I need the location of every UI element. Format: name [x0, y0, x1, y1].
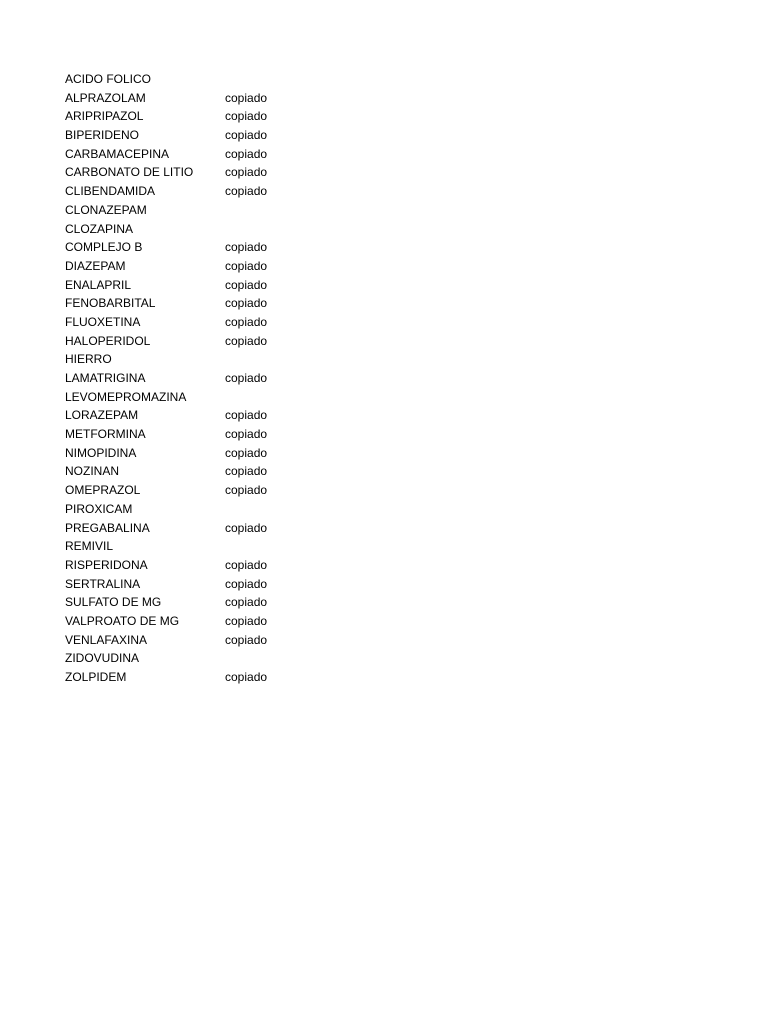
- list-item: [65, 481, 365, 500]
- medication-name: OMEPRAZOL: [65, 483, 141, 498]
- list-item: [65, 126, 365, 145]
- medication-name: VALPROATO DE MG: [65, 613, 180, 628]
- list-item: [65, 388, 365, 407]
- copy-status: copiado: [225, 576, 268, 591]
- medication-name: FENOBARBITAL: [65, 296, 156, 311]
- copy-status: copiado: [225, 670, 268, 684]
- list-item: [65, 145, 365, 164]
- medication-name: ARIPRIPAZOL: [65, 109, 144, 124]
- list-item: [65, 332, 365, 351]
- medication-name: CLOZAPINA: [65, 221, 134, 236]
- copy-status: copiado: [225, 408, 268, 423]
- medication-name: METFORMINA: [65, 427, 146, 442]
- list-item: [65, 593, 365, 612]
- medication-name: SULFATO DE MG: [65, 595, 162, 610]
- list-item: [65, 238, 365, 257]
- medication-name: REMIVIL: [65, 539, 114, 554]
- list-item: [65, 519, 365, 538]
- copy-status: copiado: [225, 427, 268, 442]
- copy-status: copiado: [225, 258, 268, 273]
- medication-name: HIERRO: [65, 352, 112, 367]
- copy-status: copiado: [225, 146, 268, 161]
- list-item: [65, 575, 365, 594]
- medication-list: [65, 70, 365, 687]
- copy-status: copiado: [225, 595, 268, 610]
- medication-name: NOZINAN: [65, 464, 119, 479]
- medication-name: RISPERIDONA: [65, 557, 148, 572]
- medication-name: ENALAPRIL: [65, 277, 132, 292]
- list-item: [65, 182, 365, 201]
- medication-name: ZIDOVUDINA: [65, 651, 140, 666]
- copy-status: copiado: [225, 483, 268, 498]
- copy-status: copiado: [225, 557, 268, 572]
- copy-status: copiado: [225, 520, 268, 535]
- list-item: [65, 369, 365, 388]
- medication-name: PREGABALINA: [65, 520, 150, 535]
- medication-name: SERTRALINA: [65, 576, 141, 591]
- medication-name: CARBONATO DE LITIO: [65, 165, 194, 180]
- copy-status: copiado: [225, 165, 268, 180]
- copy-status: copiado: [225, 613, 268, 628]
- medication-name: ZOLPIDEM: [65, 670, 127, 684]
- list-item: [65, 350, 365, 369]
- copy-status: copiado: [225, 240, 268, 255]
- list-item: [65, 220, 365, 239]
- list-item: [65, 201, 365, 220]
- medication-name: CLIBENDAMIDA: [65, 184, 156, 199]
- copy-status: copiado: [225, 333, 268, 348]
- copy-status: copiado: [225, 109, 268, 124]
- medication-name: ACIDO FOLICO: [65, 72, 152, 86]
- list-item: [65, 668, 365, 687]
- medication-name: ALPRAZOLAM: [65, 90, 146, 105]
- list-item: [65, 70, 365, 89]
- copy-status: copiado: [225, 296, 268, 311]
- copy-status: copiado: [225, 371, 268, 385]
- list-item: [65, 276, 365, 295]
- medication-name: PIROXICAM: [65, 501, 133, 516]
- list-item: [65, 406, 365, 425]
- list-item: [65, 556, 365, 575]
- list-item: [65, 444, 365, 463]
- list-item: [65, 425, 365, 444]
- list-item: [65, 107, 365, 126]
- medication-name: BIPERIDENO: [65, 128, 140, 143]
- copy-status: copiado: [225, 464, 268, 479]
- list-item: [65, 294, 365, 313]
- list-item: [65, 462, 365, 481]
- medication-name: CARBAMACEPINA: [65, 146, 170, 161]
- copy-status: copiado: [225, 90, 268, 105]
- copy-status: copiado: [225, 184, 268, 199]
- medication-name: LEVOMEPROMAZINA: [65, 389, 187, 404]
- copy-status: copiado: [225, 445, 268, 460]
- medication-name: FLUOXETINA: [65, 314, 141, 329]
- list-item: [65, 500, 365, 519]
- copy-status: copiado: [225, 314, 268, 329]
- list-item: [65, 612, 365, 631]
- list-item: [65, 89, 365, 108]
- medication-name: LORAZEPAM: [65, 408, 139, 423]
- medication-name: VENLAFAXINA: [65, 632, 148, 647]
- list-item: [65, 631, 365, 650]
- copy-status: copiado: [225, 277, 268, 292]
- medication-name: DIAZEPAM: [65, 258, 126, 273]
- list-item: [65, 257, 365, 276]
- list-item: [65, 163, 365, 182]
- list-item: [65, 649, 365, 668]
- copy-status: copiado: [225, 632, 268, 647]
- medication-name: HALOPERIDOL: [65, 333, 151, 348]
- list-item: [65, 313, 365, 332]
- medication-name: COMPLEJO B: [65, 240, 143, 255]
- medication-name: LAMATRIGINA: [65, 371, 146, 385]
- medication-name: NIMOPIDINA: [65, 445, 137, 460]
- medication-name: CLONAZEPAM: [65, 202, 147, 217]
- copy-status: copiado: [225, 128, 268, 143]
- list-item: [65, 537, 365, 556]
